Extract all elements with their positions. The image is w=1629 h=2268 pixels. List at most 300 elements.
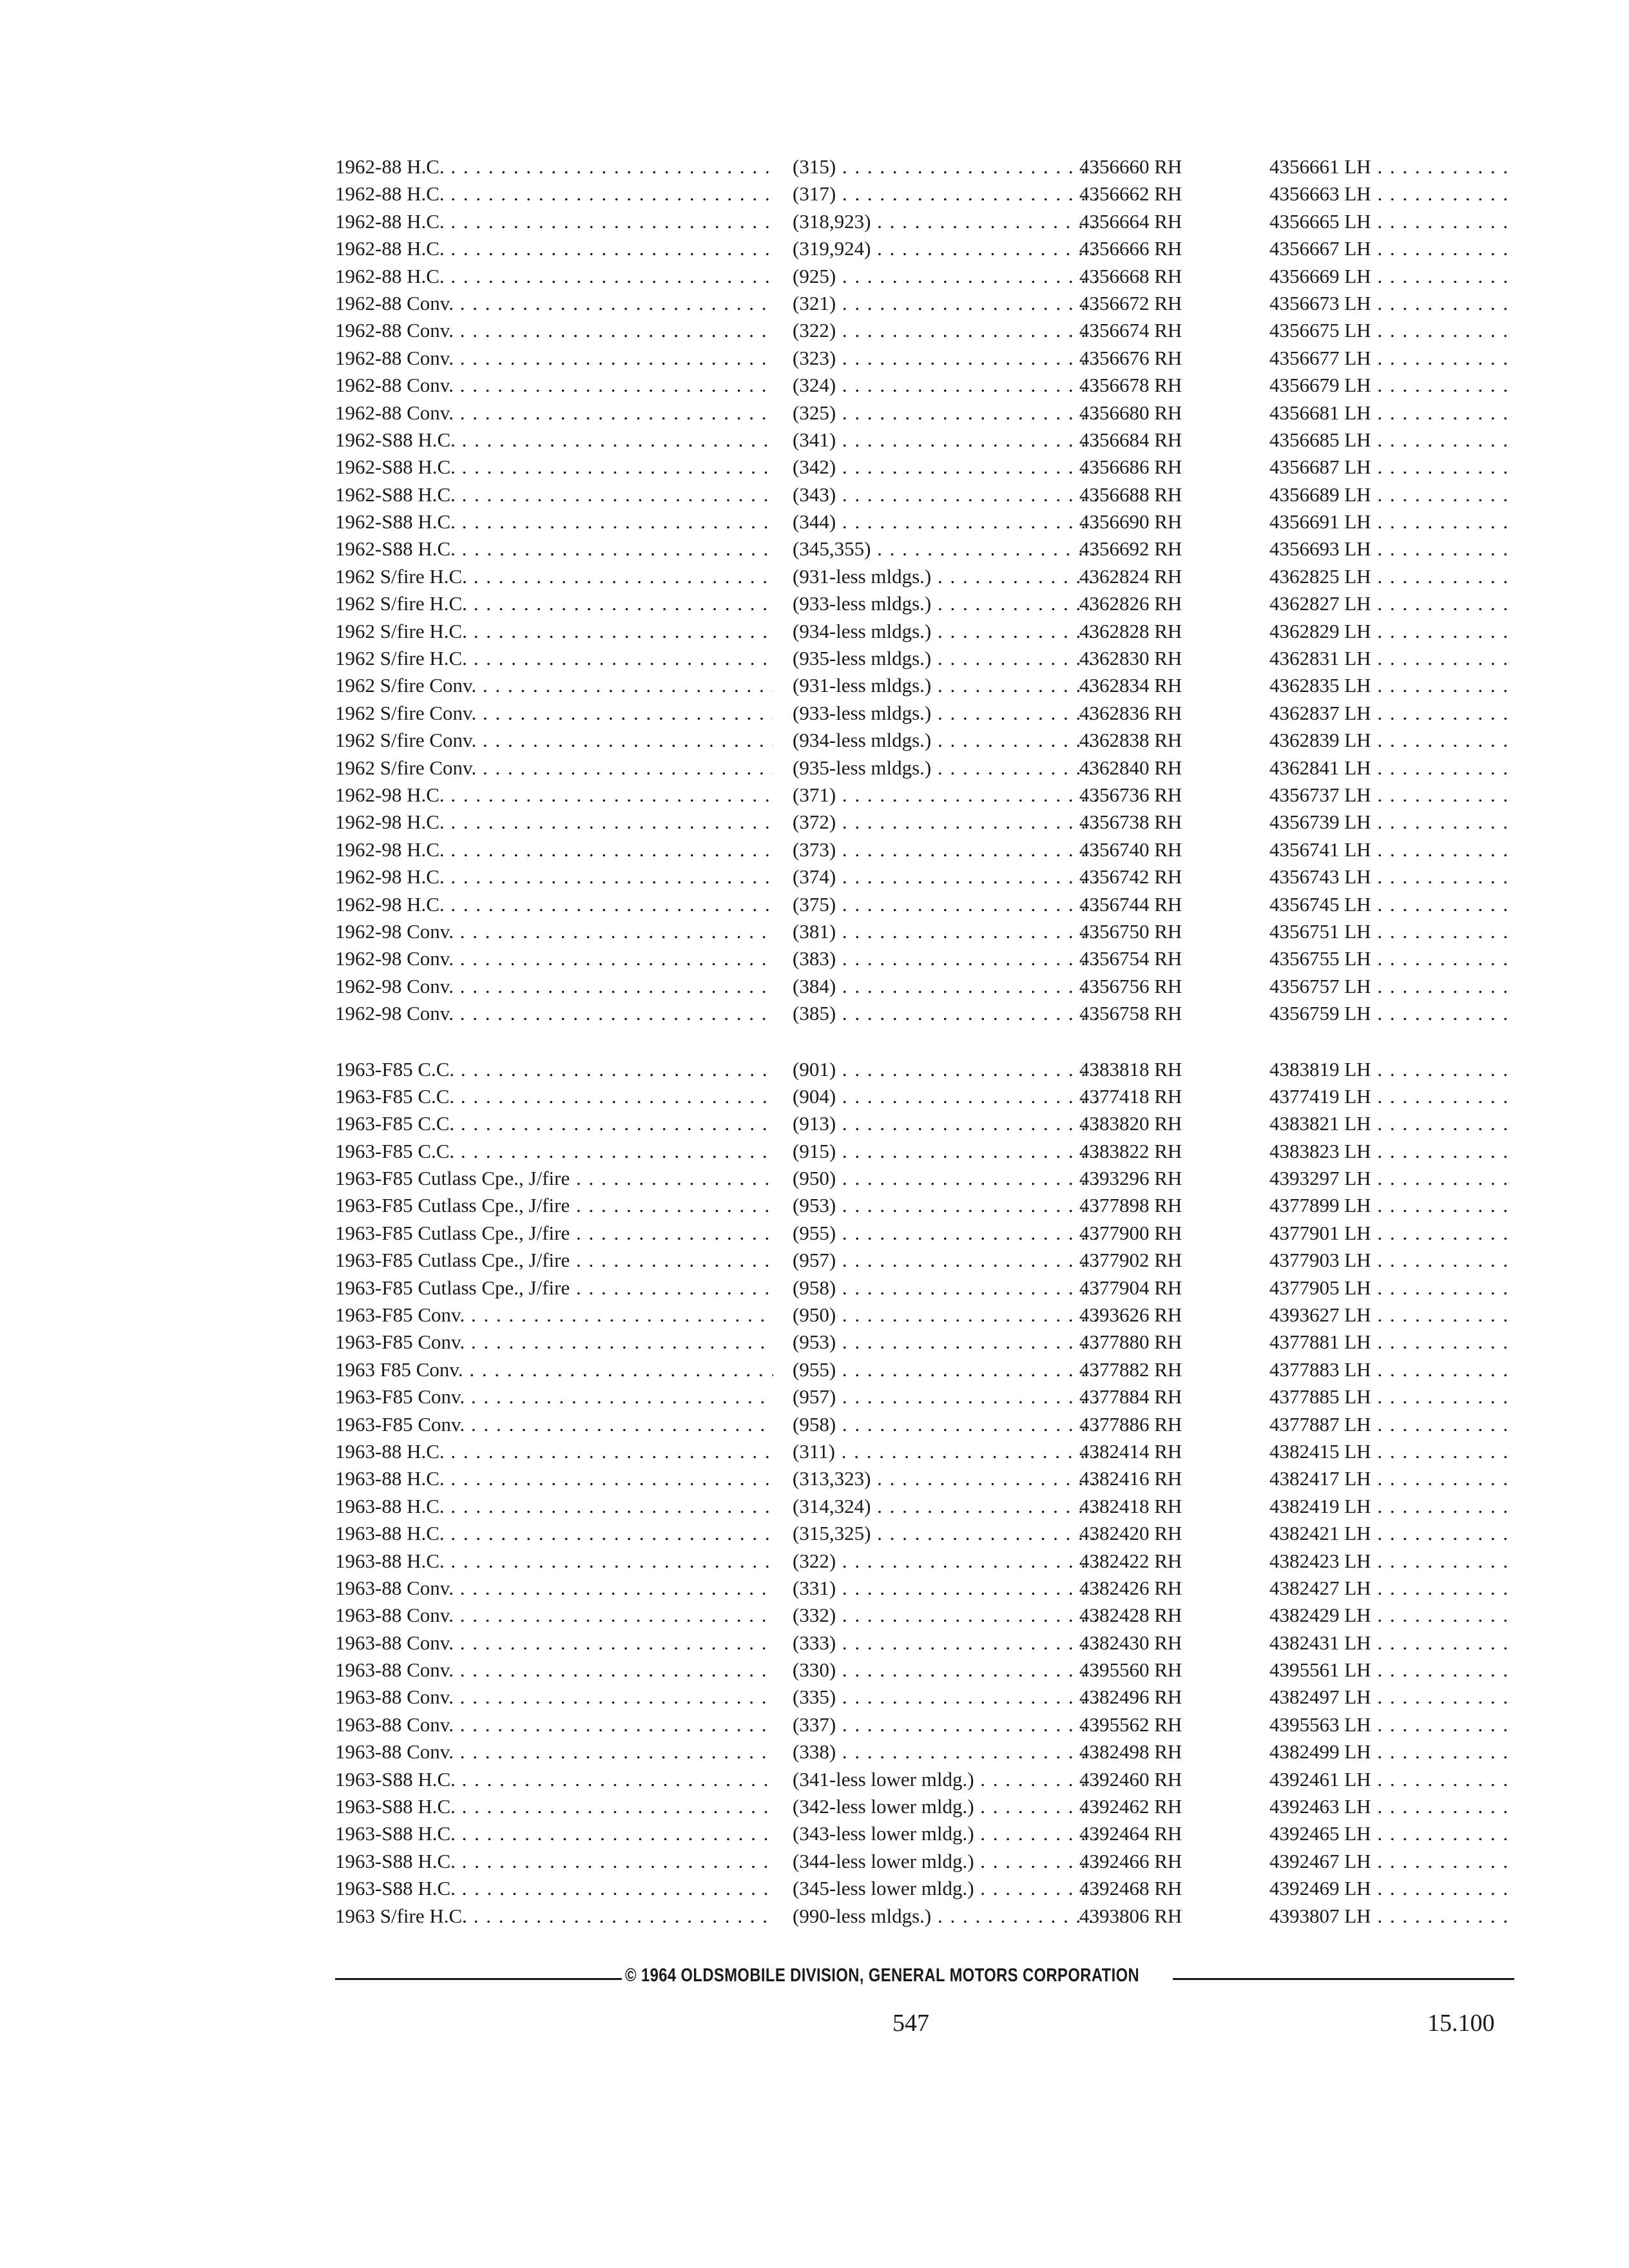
- model-cell: 1963-F85 Cutlass Cpe., J/fire . . .: [335, 1247, 773, 1274]
- lh-part-cell: 4382427 LH . . .: [1269, 1575, 1514, 1602]
- table-row: [335, 918, 1514, 945]
- table-row: [335, 672, 1514, 699]
- body-cell: (332) . . .: [793, 1602, 1102, 1629]
- table-row: [335, 1903, 1514, 1930]
- table-row: [335, 1848, 1514, 1875]
- lh-part-cell: 4356663 LH . . .: [1269, 180, 1514, 207]
- model-cell: 1962-88 Conv. . . .: [335, 317, 773, 344]
- copyright-notice: © 1964 OLDSMOBILE DIVISION, GENERAL MOTORS CORPORATION: [625, 1965, 1140, 1986]
- rh-part-cell: 4377418 RH: [1079, 1084, 1182, 1108]
- rh-part-cell: 4356738 RH: [1079, 811, 1182, 834]
- lh-part-cell: 4382431 LH . . .: [1269, 1629, 1514, 1657]
- table-row: [335, 1356, 1514, 1383]
- body-cell: (337) . . .: [793, 1711, 1102, 1738]
- rh-part-cell: 4382414 RH: [1079, 1439, 1182, 1463]
- table-row: [335, 945, 1514, 972]
- rh-part-cell: 4377880 RH: [1079, 1331, 1182, 1354]
- body-cell: (313,323) . . .: [793, 1465, 1102, 1492]
- lh-part-cell: 4362831 LH . . .: [1269, 645, 1514, 672]
- body-cell: (343) . . .: [793, 481, 1102, 508]
- model-cell: 1963-F85 Cutlass Cpe., J/fire . . .: [335, 1274, 773, 1302]
- table-row: [335, 1438, 1514, 1465]
- body-cell: (315) . . .: [793, 153, 1102, 180]
- table-row: [335, 618, 1514, 645]
- rh-part-cell: 4382420 RH: [1079, 1522, 1182, 1545]
- rh-part-cell: 4377882 RH: [1079, 1358, 1182, 1381]
- body-cell: (383) . . .: [793, 945, 1102, 972]
- body-cell: (317) . . .: [793, 180, 1102, 207]
- table-row: [335, 317, 1514, 344]
- model-cell: 1962-88 H.C. . . .: [335, 263, 773, 290]
- rh-part-cell: 4377902 RH: [1079, 1249, 1182, 1272]
- rh-part-cell: 4382418 RH: [1079, 1494, 1182, 1517]
- body-cell: (955) . . .: [793, 1356, 1102, 1383]
- lh-part-cell: 4392461 LH . . .: [1269, 1766, 1514, 1793]
- lh-part-cell: 4383821 LH . . .: [1269, 1110, 1514, 1137]
- lh-part-cell: 4382419 LH . . .: [1269, 1493, 1514, 1520]
- model-cell: 1963-88 H.C. . . .: [335, 1520, 773, 1547]
- table-row: [335, 1165, 1514, 1192]
- model-cell: 1963-S88 H.C. . . .: [335, 1875, 773, 1902]
- table-row: [335, 1575, 1514, 1602]
- body-cell: (341-less lower mldg.) . . .: [793, 1766, 1102, 1793]
- model-cell: 1962-S88 H.C. . . .: [335, 508, 773, 535]
- body-cell: (957) . . .: [793, 1247, 1102, 1274]
- table-row: [335, 208, 1514, 235]
- lh-part-cell: 4382497 LH . . .: [1269, 1684, 1514, 1711]
- body-cell: (381) . . .: [793, 918, 1102, 945]
- lh-part-cell: 4382417 LH . . .: [1269, 1465, 1514, 1492]
- lh-part-cell: 4356681 LH . . .: [1269, 399, 1514, 427]
- table-row: [335, 1083, 1514, 1110]
- body-cell: (371) . . .: [793, 782, 1102, 809]
- lh-part-cell: 4356689 LH . . .: [1269, 481, 1514, 508]
- model-cell: 1963-F85 Conv. . . .: [335, 1302, 773, 1329]
- rh-part-cell: 4395562 RH: [1079, 1713, 1182, 1736]
- model-cell: 1962 S/fire H.C. . . .: [335, 618, 773, 645]
- model-cell: 1963-F85 Cutlass Cpe., J/fire . . .: [335, 1220, 773, 1247]
- model-cell: 1963 S/fire H.C. . . .: [335, 1903, 773, 1930]
- table-row: [335, 1274, 1514, 1302]
- table-row: [335, 1247, 1514, 1274]
- body-cell: (925) . . .: [793, 263, 1102, 290]
- rh-part-cell: 4377884 RH: [1079, 1385, 1182, 1408]
- lh-part-cell: 4382499 LH . . .: [1269, 1738, 1514, 1765]
- table-row: [335, 727, 1514, 754]
- table-row: [335, 153, 1514, 180]
- body-cell: (935-less mldgs.) . . .: [793, 645, 1102, 672]
- model-cell: 1962-88 H.C. . . .: [335, 208, 773, 235]
- rh-part-cell: 4356736 RH: [1079, 783, 1182, 806]
- rh-part-cell: 4395560 RH: [1079, 1658, 1182, 1682]
- model-cell: 1962-88 H.C. . . .: [335, 180, 773, 207]
- model-cell: 1963-F85 Cutlass Cpe., J/fire . . .: [335, 1192, 773, 1219]
- rh-part-cell: 4383818 RH: [1079, 1057, 1182, 1081]
- model-cell: 1963-88 Conv. . . .: [335, 1711, 773, 1738]
- rh-part-cell: 4382426 RH: [1079, 1576, 1182, 1599]
- lh-part-cell: 4356737 LH . . .: [1269, 782, 1514, 809]
- body-cell: (319,924) . . .: [793, 235, 1102, 262]
- footer-rule-left: [335, 1978, 622, 1980]
- lh-part-cell: 4377905 LH . . .: [1269, 1274, 1514, 1302]
- rh-part-cell: 4356672 RH: [1079, 291, 1182, 314]
- lh-part-cell: 4377899 LH . . .: [1269, 1192, 1514, 1219]
- model-cell: 1962-88 H.C. . . .: [335, 235, 773, 262]
- model-cell: 1963-F85 Conv. . . .: [335, 1329, 773, 1356]
- model-cell: 1963-88 Conv. . . .: [335, 1629, 773, 1657]
- model-cell: 1962 S/fire H.C. . . .: [335, 645, 773, 672]
- body-cell: (385) . . .: [793, 1000, 1102, 1027]
- body-cell: (915) . . .: [793, 1138, 1102, 1165]
- lh-part-cell: 4362841 LH . . .: [1269, 754, 1514, 782]
- rh-part-cell: 4382428 RH: [1079, 1604, 1182, 1627]
- table-row: [335, 263, 1514, 290]
- body-cell: (934-less mldgs.) . . .: [793, 618, 1102, 645]
- table-row: [335, 700, 1514, 727]
- body-cell: (322) . . .: [793, 317, 1102, 344]
- body-cell: (913) . . .: [793, 1110, 1102, 1137]
- rh-part-cell: 4362826 RH: [1079, 592, 1182, 615]
- table-row: [335, 1793, 1514, 1820]
- lh-part-cell: 4356679 LH . . .: [1269, 372, 1514, 399]
- lh-part-cell: 4356675 LH . . .: [1269, 317, 1514, 344]
- parts-table: [335, 153, 1514, 1930]
- model-cell: 1963-88 H.C. . . .: [335, 1493, 773, 1520]
- table-row: [335, 427, 1514, 454]
- lh-part-cell: 4377903 LH . . .: [1269, 1247, 1514, 1274]
- rh-part-cell: 4356692 RH: [1079, 537, 1182, 561]
- model-cell: 1962 S/fire Conv. . . .: [335, 727, 773, 754]
- section-number: 15.100: [1427, 2010, 1495, 2037]
- model-cell: 1963-S88 H.C. . . .: [335, 1793, 773, 1820]
- rh-part-cell: 4382430 RH: [1079, 1631, 1182, 1654]
- model-cell: 1963-88 Conv. . . .: [335, 1684, 773, 1711]
- table-row: [335, 235, 1514, 262]
- rh-part-cell: 4382422 RH: [1079, 1549, 1182, 1572]
- model-cell: 1963-F85 C.C. . . .: [335, 1110, 773, 1137]
- model-cell: 1963-88 Conv. . . .: [335, 1657, 773, 1684]
- lh-part-cell: 4395563 LH . . .: [1269, 1711, 1514, 1738]
- body-cell: (325) . . .: [793, 399, 1102, 427]
- body-cell: (990-less mldgs.) . . .: [793, 1903, 1102, 1930]
- model-cell: 1963-F85 C.C. . . .: [335, 1138, 773, 1165]
- body-cell: (324) . . .: [793, 372, 1102, 399]
- rh-part-cell: 4362834 RH: [1079, 674, 1182, 697]
- body-cell: (374) . . .: [793, 863, 1102, 890]
- body-cell: (345,355) . . .: [793, 535, 1102, 562]
- body-cell: (958) . . .: [793, 1411, 1102, 1438]
- lh-part-cell: 4356673 LH . . .: [1269, 290, 1514, 317]
- rh-part-cell: 4356686 RH: [1079, 456, 1182, 479]
- rh-part-cell: 4356676 RH: [1079, 346, 1182, 369]
- model-cell: 1962-98 Conv. . . .: [335, 918, 773, 945]
- table-row: [335, 645, 1514, 672]
- table-row: [335, 372, 1514, 399]
- table-row: [335, 535, 1514, 562]
- rh-part-cell: 4356684 RH: [1079, 428, 1182, 451]
- rh-part-cell: 4377904 RH: [1079, 1276, 1182, 1299]
- lh-part-cell: 4393807 LH . . .: [1269, 1903, 1514, 1930]
- table-row: [335, 1629, 1514, 1657]
- body-cell: (342) . . .: [793, 454, 1102, 481]
- model-cell: 1962-88 Conv. . . .: [335, 372, 773, 399]
- table-row: [335, 345, 1514, 372]
- table-row: [335, 863, 1514, 890]
- lh-part-cell: 4377881 LH . . .: [1269, 1329, 1514, 1356]
- model-cell: 1963-88 H.C. . . .: [335, 1548, 773, 1575]
- rh-part-cell: 4356690 RH: [1079, 510, 1182, 533]
- lh-part-cell: 4356745 LH . . .: [1269, 891, 1514, 918]
- body-cell: (342-less lower mldg.) . . .: [793, 1793, 1102, 1820]
- body-cell: (321) . . .: [793, 290, 1102, 317]
- body-cell: (345-less lower mldg.) . . .: [793, 1875, 1102, 1902]
- body-cell: (955) . . .: [793, 1220, 1102, 1247]
- table-row: [335, 1657, 1514, 1684]
- body-cell: (330) . . .: [793, 1657, 1102, 1684]
- table-row: [335, 1875, 1514, 1902]
- lh-part-cell: 4395561 LH . . .: [1269, 1657, 1514, 1684]
- table-row: [335, 1711, 1514, 1738]
- table-row: [335, 1766, 1514, 1793]
- model-cell: 1962-S88 H.C. . . .: [335, 454, 773, 481]
- model-cell: 1963-F85 C.C. . . .: [335, 1083, 773, 1110]
- body-cell: (950) . . .: [793, 1302, 1102, 1329]
- rh-part-cell: 4356666 RH: [1079, 237, 1182, 260]
- table-row: [335, 836, 1514, 863]
- model-cell: 1963 F85 Conv. . . .: [335, 1356, 773, 1383]
- rh-part-cell: 4393296 RH: [1079, 1167, 1182, 1190]
- lh-part-cell: 4377887 LH . . .: [1269, 1411, 1514, 1438]
- body-cell: (950) . . .: [793, 1165, 1102, 1192]
- body-cell: (331) . . .: [793, 1575, 1102, 1602]
- table-row: [335, 590, 1514, 617]
- lh-part-cell: 4377901 LH . . .: [1269, 1220, 1514, 1247]
- rh-part-cell: 4356674 RH: [1079, 319, 1182, 342]
- rh-part-cell: 4356668 RH: [1079, 264, 1182, 287]
- table-row: [335, 1520, 1514, 1547]
- body-cell: (372) . . .: [793, 809, 1102, 836]
- body-cell: (341) . . .: [793, 427, 1102, 454]
- body-cell: (375) . . .: [793, 891, 1102, 918]
- body-cell: (901) . . .: [793, 1056, 1102, 1083]
- lh-part-cell: 4356687 LH . . .: [1269, 454, 1514, 481]
- table-row: [335, 290, 1514, 317]
- rh-part-cell: 4356662 RH: [1079, 182, 1182, 206]
- lh-part-cell: 4392463 LH . . .: [1269, 1793, 1514, 1820]
- lh-part-cell: 4392467 LH . . .: [1269, 1848, 1514, 1875]
- rh-part-cell: 4356660 RH: [1079, 155, 1182, 178]
- lh-part-cell: 4392469 LH . . .: [1269, 1875, 1514, 1902]
- rh-part-cell: 4356744 RH: [1079, 892, 1182, 916]
- body-cell: (344-less lower mldg.) . . .: [793, 1848, 1102, 1875]
- model-cell: 1962-S88 H.C. . . .: [335, 481, 773, 508]
- model-cell: 1962-98 H.C. . . .: [335, 863, 773, 890]
- body-cell: (322) . . .: [793, 1548, 1102, 1575]
- rh-part-cell: 4392464 RH: [1079, 1822, 1182, 1845]
- model-cell: 1962-98 H.C. . . .: [335, 809, 773, 836]
- rh-part-cell: 4393806 RH: [1079, 1904, 1182, 1927]
- model-cell: 1962-98 H.C. . . .: [335, 891, 773, 918]
- lh-part-cell: 4356757 LH . . .: [1269, 973, 1514, 1000]
- table-row: [335, 1000, 1514, 1027]
- model-cell: 1962-88 Conv. . . .: [335, 290, 773, 317]
- body-cell: (957) . . .: [793, 1383, 1102, 1410]
- body-cell: (904) . . .: [793, 1083, 1102, 1110]
- body-cell: (933-less mldgs.) . . .: [793, 700, 1102, 727]
- rh-part-cell: 4392460 RH: [1079, 1767, 1182, 1791]
- rh-part-cell: 4392468 RH: [1079, 1877, 1182, 1900]
- rh-part-cell: 4377900 RH: [1079, 1221, 1182, 1244]
- table-row: [335, 973, 1514, 1000]
- lh-part-cell: 4393627 LH . . .: [1269, 1302, 1514, 1329]
- lh-part-cell: 4362837 LH . . .: [1269, 700, 1514, 727]
- model-cell: 1962 S/fire H.C. . . .: [335, 563, 773, 590]
- lh-part-cell: 4356677 LH . . .: [1269, 345, 1514, 372]
- table-row: [335, 508, 1514, 535]
- model-cell: 1963-88 H.C. . . .: [335, 1465, 773, 1492]
- table-row: [335, 454, 1514, 481]
- lh-part-cell: 4377885 LH . . .: [1269, 1383, 1514, 1410]
- lh-part-cell: 4377419 LH . . .: [1269, 1083, 1514, 1110]
- lh-part-cell: 4356661 LH . . .: [1269, 153, 1514, 180]
- body-cell: (953) . . .: [793, 1192, 1102, 1219]
- lh-part-cell: 4356665 LH . . .: [1269, 208, 1514, 235]
- table-row: [335, 1548, 1514, 1575]
- model-cell: 1962-S88 H.C. . . .: [335, 427, 773, 454]
- model-cell: 1963-F85 C.C. . . .: [335, 1056, 773, 1083]
- table-row: [335, 809, 1514, 836]
- lh-part-cell: 4362825 LH . . .: [1269, 563, 1514, 590]
- body-cell: (343-less lower mldg.) . . .: [793, 1820, 1102, 1847]
- rh-part-cell: 4382416 RH: [1079, 1467, 1182, 1490]
- rh-part-cell: 4362824 RH: [1079, 564, 1182, 588]
- rh-part-cell: 4356740 RH: [1079, 838, 1182, 861]
- rh-part-cell: 4356756 RH: [1079, 974, 1182, 997]
- body-cell: (323) . . .: [793, 345, 1102, 372]
- lh-part-cell: 4356669 LH . . .: [1269, 263, 1514, 290]
- lh-part-cell: 4382429 LH . . .: [1269, 1602, 1514, 1629]
- body-cell: (333) . . .: [793, 1629, 1102, 1657]
- table-row: [335, 1738, 1514, 1765]
- model-cell: 1962-98 Conv. . . .: [335, 973, 773, 1000]
- table-row: [335, 1220, 1514, 1247]
- table-row: [335, 1056, 1514, 1083]
- lh-part-cell: 4362839 LH . . .: [1269, 727, 1514, 754]
- table-row: [335, 1820, 1514, 1847]
- table-row: [335, 1329, 1514, 1356]
- rh-part-cell: 4393626 RH: [1079, 1303, 1182, 1327]
- lh-part-cell: 4356755 LH . . .: [1269, 945, 1514, 972]
- rh-part-cell: 4362840 RH: [1079, 756, 1182, 779]
- body-cell: (314,324) . . .: [793, 1493, 1102, 1520]
- rh-part-cell: 4356750 RH: [1079, 919, 1182, 943]
- model-cell: 1963-S88 H.C. . . .: [335, 1766, 773, 1793]
- body-cell: (933-less mldgs.) . . .: [793, 590, 1102, 617]
- table-row: [335, 1383, 1514, 1410]
- rh-part-cell: 4356678 RH: [1079, 374, 1182, 397]
- table-row: [335, 481, 1514, 508]
- rh-part-cell: 4377898 RH: [1079, 1194, 1182, 1217]
- table-row: [335, 1138, 1514, 1165]
- table-row: [335, 399, 1514, 427]
- lh-part-cell: 4356741 LH . . .: [1269, 836, 1514, 863]
- lh-part-cell: 4356667 LH . . .: [1269, 235, 1514, 262]
- table-row: [335, 1602, 1514, 1629]
- model-cell: 1962-88 Conv. . . .: [335, 345, 773, 372]
- rh-part-cell: 4382496 RH: [1079, 1686, 1182, 1709]
- rh-part-cell: 4356664 RH: [1079, 209, 1182, 233]
- lh-part-cell: 4356693 LH . . .: [1269, 535, 1514, 562]
- table-row: [335, 754, 1514, 782]
- rh-part-cell: 4377886 RH: [1079, 1412, 1182, 1436]
- lh-part-cell: 4356751 LH . . .: [1269, 918, 1514, 945]
- model-cell: 1963-88 Conv. . . .: [335, 1575, 773, 1602]
- rh-part-cell: 4356688 RH: [1079, 483, 1182, 506]
- table-row: [335, 1302, 1514, 1329]
- lh-part-cell: 4393297 LH . . .: [1269, 1165, 1514, 1192]
- model-cell: 1962 S/fire H.C. . . .: [335, 590, 773, 617]
- lh-part-cell: 4382423 LH . . .: [1269, 1548, 1514, 1575]
- rh-part-cell: 4383820 RH: [1079, 1112, 1182, 1135]
- rh-part-cell: 4382498 RH: [1079, 1740, 1182, 1763]
- body-cell: (335) . . .: [793, 1684, 1102, 1711]
- model-cell: 1962-98 H.C. . . .: [335, 836, 773, 863]
- table-row: [335, 1684, 1514, 1711]
- model-cell: 1963-88 Conv. . . .: [335, 1602, 773, 1629]
- rh-part-cell: 4356758 RH: [1079, 1002, 1182, 1025]
- rh-part-cell: 4356742 RH: [1079, 865, 1182, 889]
- rh-part-cell: 4383822 RH: [1079, 1139, 1182, 1162]
- table-row: [335, 1192, 1514, 1219]
- lh-part-cell: 4377883 LH . . .: [1269, 1356, 1514, 1383]
- model-cell: 1963-88 Conv. . . .: [335, 1738, 773, 1765]
- lh-part-cell: 4356739 LH . . .: [1269, 809, 1514, 836]
- page-number: 547: [892, 2010, 929, 2037]
- rh-part-cell: 4392462 RH: [1079, 1795, 1182, 1818]
- lh-part-cell: 4383819 LH . . .: [1269, 1056, 1514, 1083]
- lh-part-cell: 4356691 LH . . .: [1269, 508, 1514, 535]
- lh-part-cell: 4383823 LH . . .: [1269, 1138, 1514, 1165]
- body-cell: (338) . . .: [793, 1738, 1102, 1765]
- model-cell: 1963-88 H.C. . . .: [335, 1438, 773, 1465]
- model-cell: 1962-S88 H.C. . . .: [335, 535, 773, 562]
- model-cell: 1962-98 Conv. . . .: [335, 1000, 773, 1027]
- body-cell: (958) . . .: [793, 1274, 1102, 1302]
- lh-part-cell: 4382421 LH . . .: [1269, 1520, 1514, 1547]
- lh-part-cell: 4356759 LH . . .: [1269, 1000, 1514, 1027]
- table-row: [335, 1110, 1514, 1137]
- model-cell: 1963-F85 Conv. . . .: [335, 1383, 773, 1410]
- model-cell: 1962-88 Conv. . . .: [335, 399, 773, 427]
- model-cell: 1962-98 Conv. . . .: [335, 945, 773, 972]
- model-cell: 1963-S88 H.C. . . .: [335, 1820, 773, 1847]
- rh-part-cell: 4356754 RH: [1079, 947, 1182, 970]
- body-cell: (931-less mldgs.) . . .: [793, 563, 1102, 590]
- body-cell: (935-less mldgs.) . . .: [793, 754, 1102, 782]
- table-row: [335, 180, 1514, 207]
- body-cell: (344) . . .: [793, 508, 1102, 535]
- table-row: [335, 1465, 1514, 1492]
- model-cell: 1962 S/fire Conv. . . .: [335, 700, 773, 727]
- body-cell: (384) . . .: [793, 973, 1102, 1000]
- body-cell: (931-less mldgs.) . . .: [793, 672, 1102, 699]
- lh-part-cell: 4362835 LH . . .: [1269, 672, 1514, 699]
- rh-part-cell: 4362830 RH: [1079, 647, 1182, 670]
- model-cell: 1962 S/fire Conv. . . .: [335, 672, 773, 699]
- rh-part-cell: 4392466 RH: [1079, 1849, 1182, 1872]
- body-cell: (953) . . .: [793, 1329, 1102, 1356]
- lh-part-cell: 4362827 LH . . .: [1269, 590, 1514, 617]
